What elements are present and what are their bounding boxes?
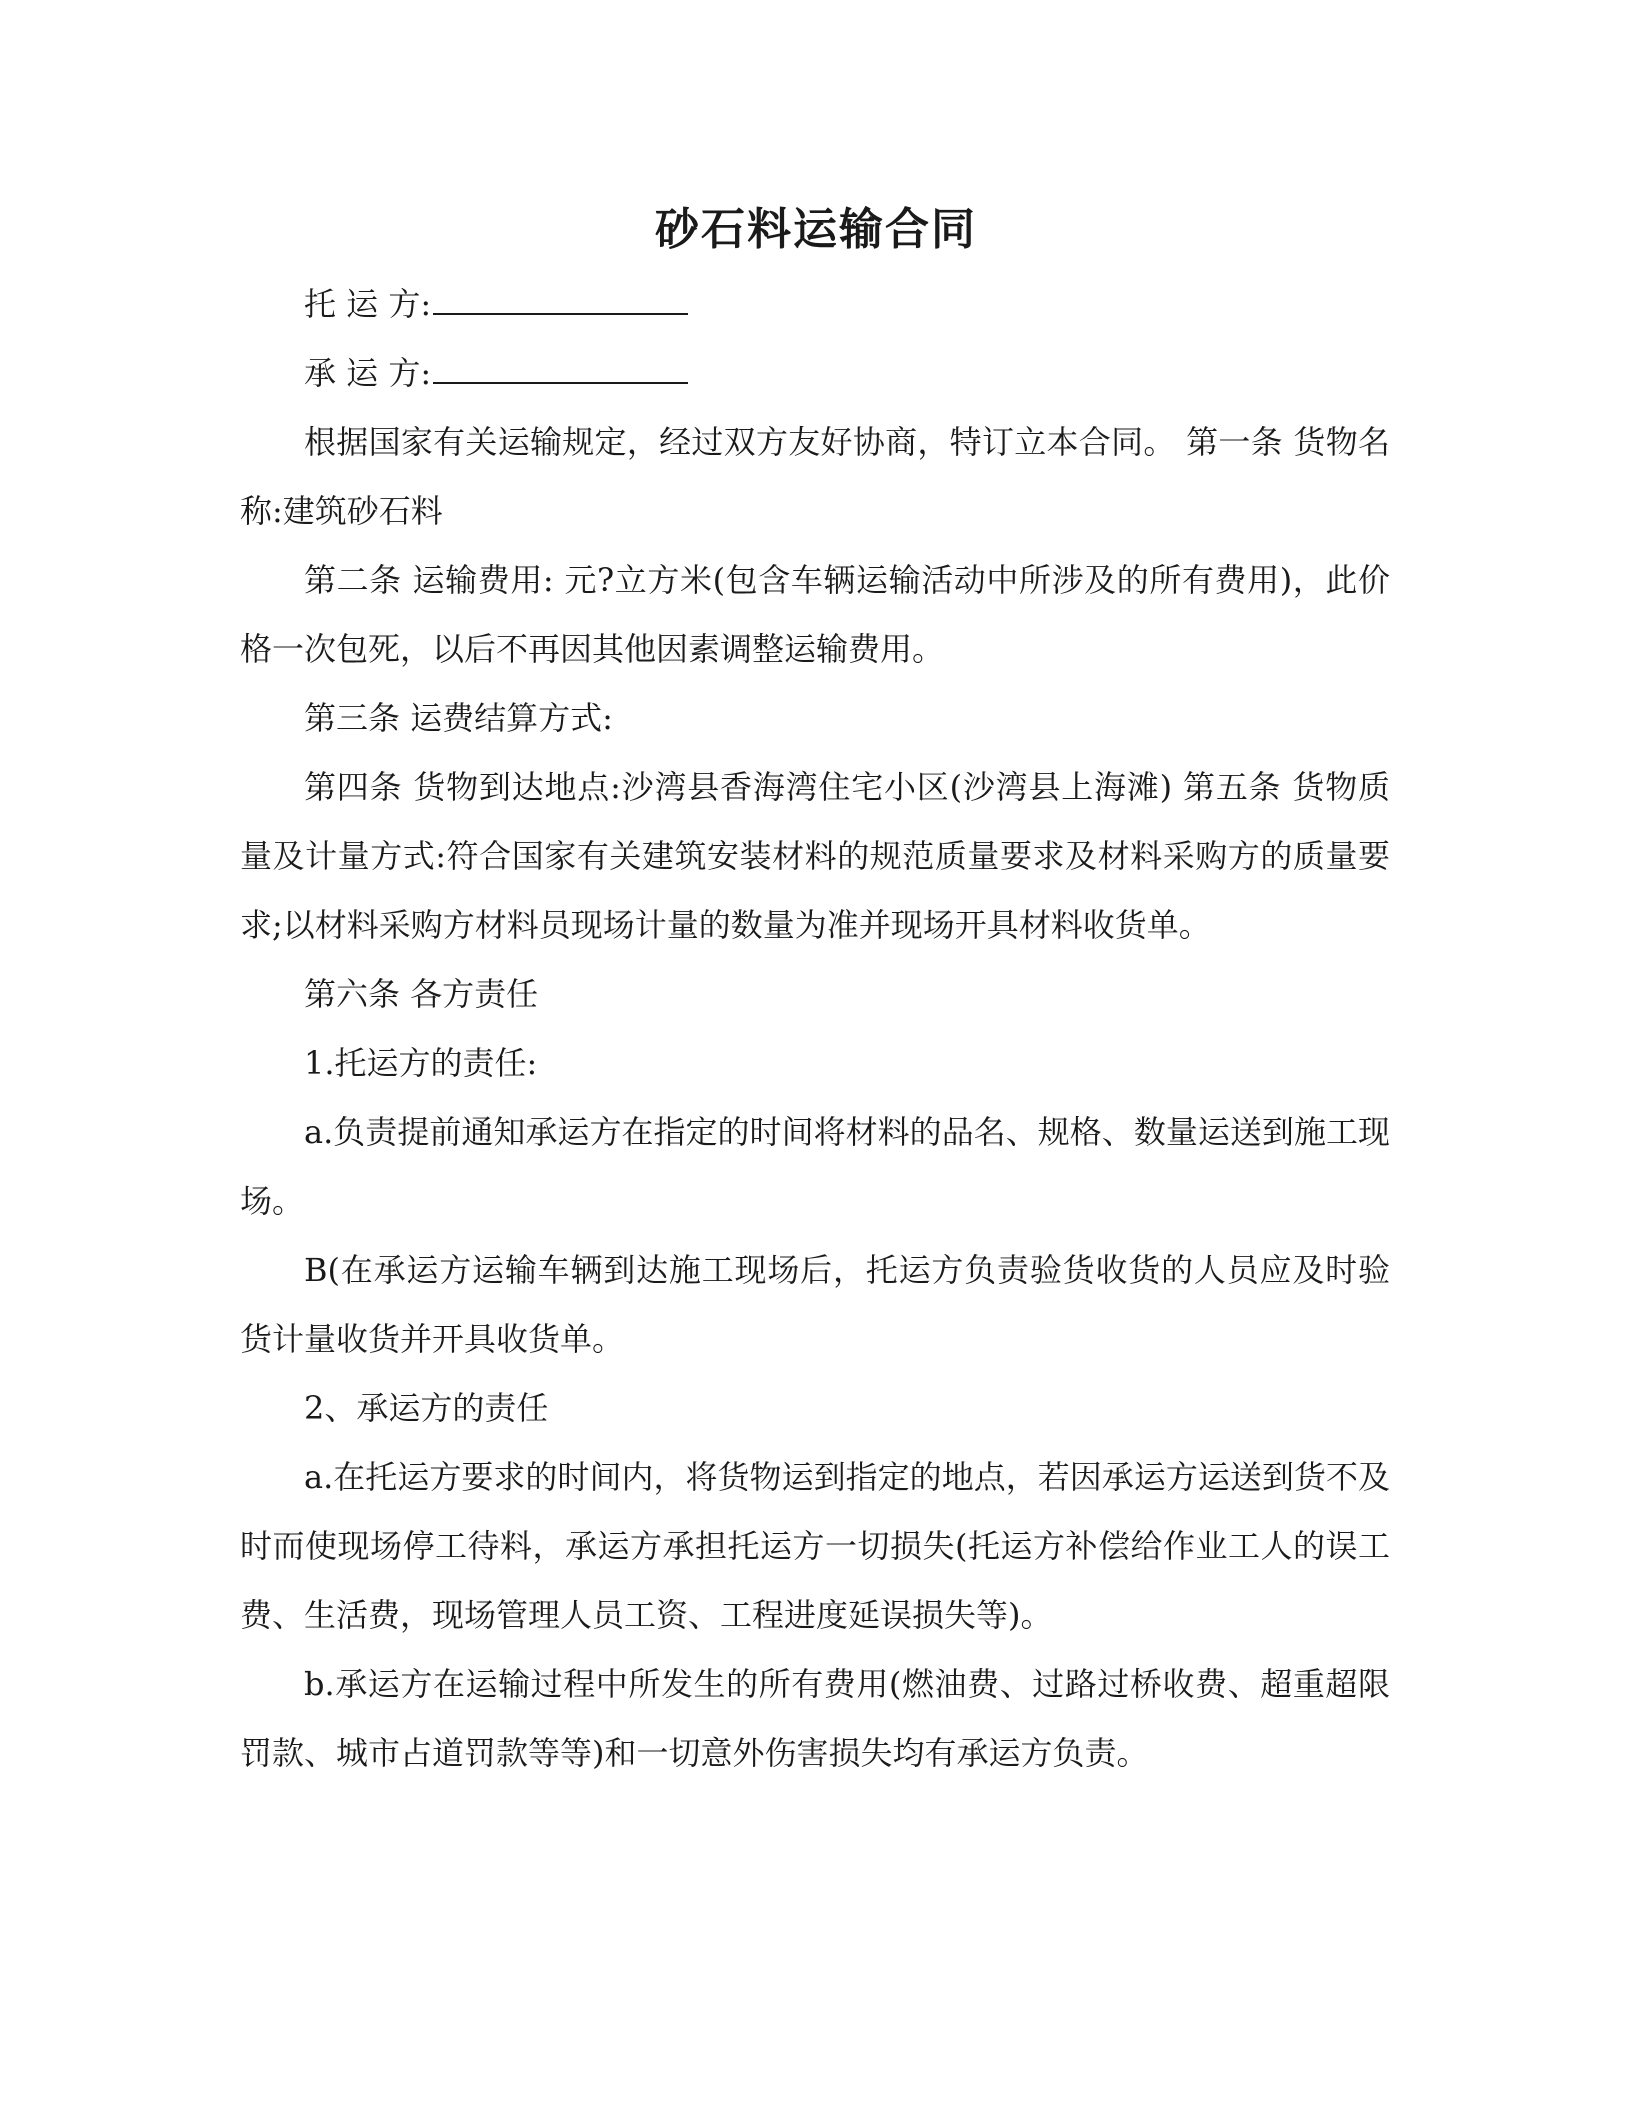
document-title: 砂石料运输合同 xyxy=(655,204,977,255)
paragraph-consignor-duty-b: B(在承运方运输车辆到达施工现场后，托运方负责验货收货的人员应及时验货计量收货并开具收货单。 xyxy=(240,1251,1390,1358)
consignor-line xyxy=(240,270,1390,339)
paragraph-carrier-duty-b: b.承运方在运输过程中所发生的所有费用(燃油费、过路过桥收费、超重超限罚款、城市占道罚款等等)和一切意外伤害损失均有承运方负责。 xyxy=(240,1665,1390,1772)
paragraph-article-3: 第三条 运费结算方式: xyxy=(304,699,613,737)
carrier-label: 承 运 方: xyxy=(304,354,432,392)
carrier-blank-field xyxy=(433,352,688,384)
document-body xyxy=(240,270,1390,1788)
paragraph-intro-article-1: 根据国家有关运输规定，经过双方友好协商，特订立本合同。 第一条 货物名称:建筑砂石料 xyxy=(240,423,1390,530)
consignor-blank-field xyxy=(433,283,688,315)
paragraph-article-4-5: 第四条 货物到达地点:沙湾县香海湾住宅小区(沙湾县上海滩) 第五条 货物质量及计量方式:符合国家有关建筑安装材料的规范质量要求及材料采购方的质量要求;以材料采购方材料员现场计量的数量为准并现场开具材料收货单。 xyxy=(240,768,1390,944)
paragraph-consignor-duty-a: a.负责提前通知承运方在指定的时间将材料的品名、规格、数量运送到施工现场。 xyxy=(240,1113,1390,1220)
paragraph-article-2: 第二条 运输费用: 元?立方米(包含车辆运输活动中所涉及的所有费用)，此价格一次包死，以后不再因其他因素调整运输费用。 xyxy=(240,561,1390,668)
paragraph-article-6: 第六条 各方责任 xyxy=(304,975,539,1013)
consignor-label: 托 运 方: xyxy=(304,285,432,323)
carrier-line xyxy=(240,339,1390,408)
paragraph-carrier-duty-a: a.在托运方要求的时间内，将货物运到指定的地点，若因承运方运送到货不及时而使现场停工待料，承运方承担托运方一切损失(托运方补偿给作业工人的误工费、生活费，现场管理人员工资、工程进度延误损失等)。 xyxy=(240,1458,1390,1634)
paragraph-carrier-duties-heading: 2、承运方的责任 xyxy=(304,1389,549,1427)
paragraph-consignor-duties-heading: 1.托运方的责任: xyxy=(304,1044,538,1082)
